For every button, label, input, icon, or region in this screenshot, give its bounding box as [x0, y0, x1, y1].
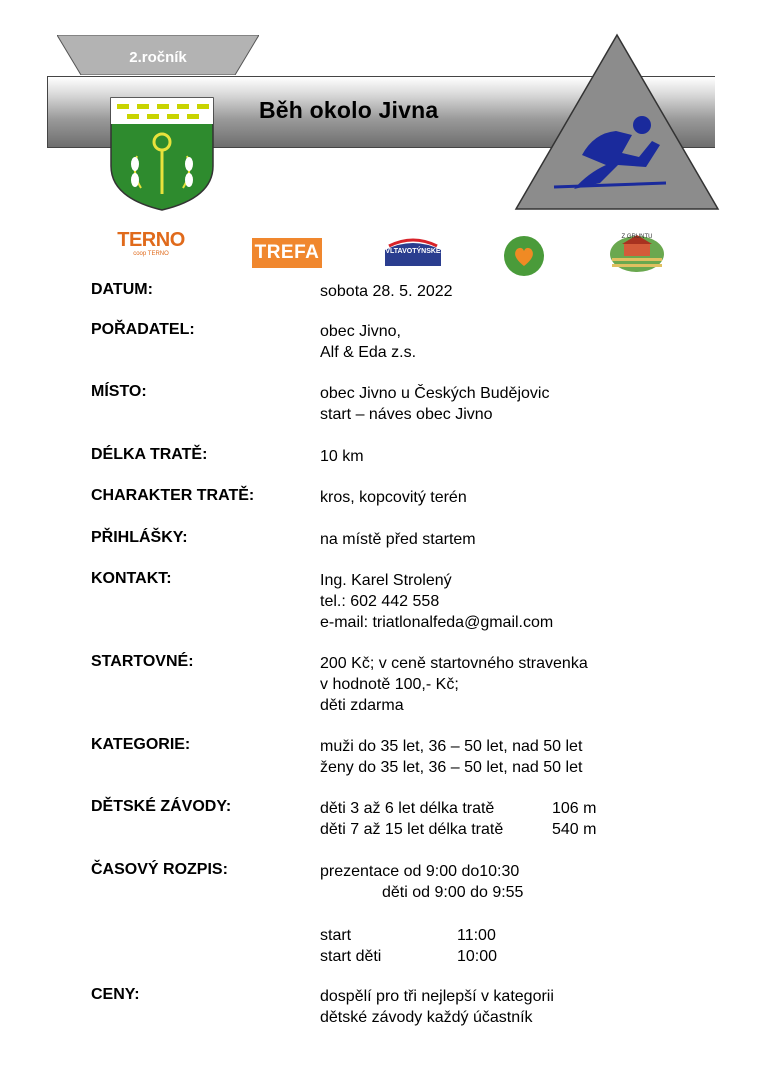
startovne-line: 200 Kč; v ceně startovného stravenka — [320, 655, 588, 672]
detske-dist: 106 m — [552, 800, 597, 817]
ceny-value — [320, 986, 554, 1028]
misto-label: MÍSTO: — [91, 383, 147, 400]
rozpis-deti-prezentace: děti od 9:00 do 9:55 — [382, 884, 524, 901]
kontakt-line: e-mail: triatlonalfeda@gmail.com — [320, 614, 554, 631]
ceny-label: CENY: — [91, 986, 140, 1003]
ceny-line: dětské závody každý účastník — [320, 1009, 533, 1026]
ceny-line: dospělí pro tři nejlepší v kategorii — [320, 988, 554, 1005]
kategorie-value — [320, 736, 582, 778]
misto-line: obec Jivno u Českých Budějovic — [320, 385, 550, 402]
grunt-name: Z GRUNTU — [621, 234, 653, 240]
rozpis-time-value: 11:00 — [457, 927, 496, 944]
poradatel-label: POŘADATEL: — [91, 321, 195, 338]
poradatel-value — [320, 321, 416, 363]
rozpis-time-row — [320, 946, 523, 967]
runner-triangle-icon — [514, 33, 720, 211]
delka-value: 10 km — [320, 448, 364, 465]
kategorie-line: muži do 35 let, 36 – 50 let, nad 50 let — [320, 738, 583, 755]
detske-text: děti 3 až 6 let délka tratě — [320, 800, 495, 817]
rozpis-value — [320, 861, 523, 967]
coat-of-arms-icon — [107, 94, 217, 212]
startovne-line: děti zdarma — [320, 697, 404, 714]
misto-value — [320, 383, 549, 425]
poradatel-line: obec Jivno, — [320, 323, 401, 340]
delka-label: DÉLKA TRATĚ: — [91, 446, 208, 463]
poradatel-line: Alf & Eda z.s. — [320, 344, 417, 361]
vltavotynske-name: VLTAVOTÝNSKÉ — [385, 248, 441, 255]
charakter-label: CHARAKTER TRATĚ: — [91, 487, 255, 504]
kontakt-label: KONTAKT: — [91, 570, 172, 587]
sponsor-grunt-logo — [608, 230, 666, 274]
prihlasky-label: PŘIHLÁŠKY: — [91, 529, 188, 546]
kategorie-line: ženy do 35 let, 36 – 50 let, nad 50 let — [320, 759, 583, 776]
terno-sub: coop TERNO — [133, 251, 169, 257]
sponsor-bio-logo — [501, 234, 547, 278]
rozpis-label: ČASOVÝ ROZPIS: — [91, 861, 228, 878]
detske-dist: 540 m — [552, 821, 597, 838]
startovne-label: STARTOVNÉ: — [91, 653, 194, 670]
detske-label: DĚTSKÉ ZÁVODY: — [91, 798, 232, 815]
sponsor-trefa-logo: TREFA — [252, 238, 322, 268]
rozpis-time-row — [320, 925, 523, 946]
datum-value: sobota 28. 5. 2022 — [320, 283, 453, 300]
datum-label: DATUM: — [91, 281, 153, 298]
startovne-value — [320, 653, 588, 716]
charakter-value: kros, kopcovitý terén — [320, 489, 467, 506]
kontakt-value — [320, 570, 553, 633]
rozpis-time-value: 10:00 — [457, 948, 498, 965]
rozpis-prezentace: prezentace od 9:00 do10:30 — [320, 863, 520, 880]
sponsor-terno-logo — [112, 230, 190, 274]
prihlasky-value: na místě před startem — [320, 531, 476, 548]
detske-row — [320, 819, 596, 840]
rozpis-time-name: start děti — [320, 948, 382, 965]
misto-line: start – náves obec Jivno — [320, 406, 493, 423]
detske-value — [320, 798, 596, 840]
kontakt-line: Ing. Karel Strolený — [320, 572, 452, 589]
edition-label: 2.ročník — [129, 49, 187, 66]
terno-name: TERNO — [117, 229, 185, 251]
kategorie-label: KATEGORIE: — [91, 736, 191, 753]
page-title: Běh okolo Jivna — [259, 97, 439, 123]
kontakt-line: tel.: 602 442 558 — [320, 593, 440, 610]
startovne-line: v hodnotě 100,- Kč; — [320, 676, 459, 693]
detske-row — [320, 798, 596, 819]
rozpis-time-name: start — [320, 927, 352, 944]
detske-text: děti 7 až 15 let délka tratě — [320, 821, 504, 838]
